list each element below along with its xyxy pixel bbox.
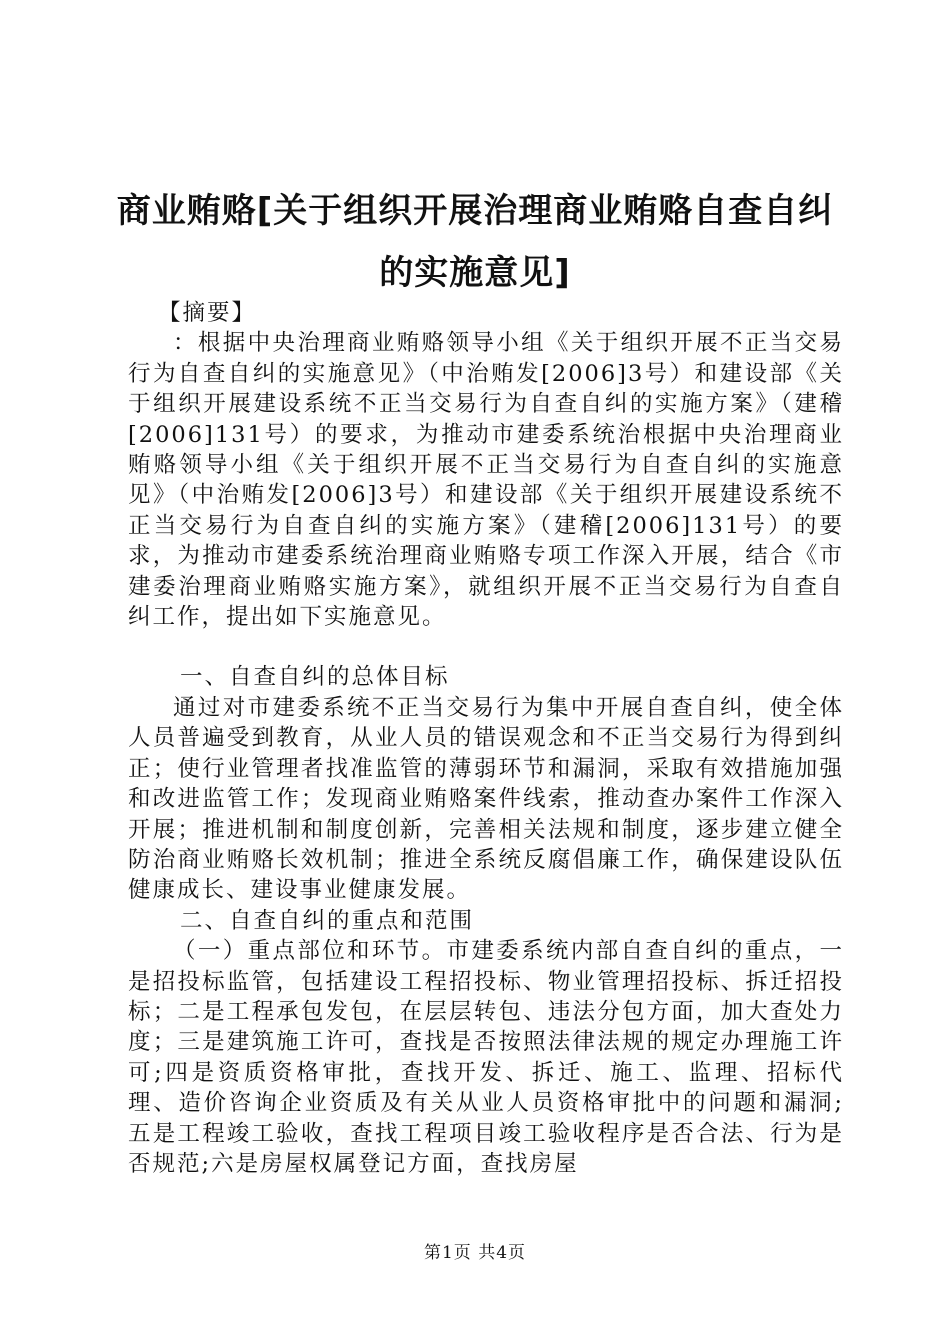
section-1-paragraph: 通过对市建委系统不正当交易行为集中开展自查自纠，使全体人员普遍受到教育，从业人员的错误观念和不正当交易行为得到纠正；使行业管理者找准监管的薄弱环节和漏洞，采取有效措施加强和改进监管工作；发现商业贿赂案件线索，推动查办案件工作深入开展；推进机制和制度创新，完善相关法规和制度，逐步建立健全防治商业贿赂长效机制；推进全系统反腐倡廉工作，确保建设队伍健康成长、建设事业健康发展。 [128, 694, 844, 904]
page-footer: 第1页 共4页 [423, 1243, 527, 1263]
abstract-paragraph: ：根据中央治理商业贿赂领导小组《关于组织开展不正当交易行为自查自纠的实施意见》（中治贿发[2006]3号）和建设部《关于组织开展建设系统不正当交易行为自查自纠的实施方案》（建稽[2006]131号）的要求，为推动市建委系统治根据中央治理商业贿赂领导小组《关于组织开展不正当交易行为自查自纠的实施意见》（中治贿发[2006]3号）和建设部《关于组织开展建设系统不正当交易行为自查自纠的实施方案》（建稽[2006]131号）的要求，为推动市建委系统治理商业贿赂专项工作深入开展，结合《市建委治理商业贿赂实施方案》，就组织开展不正当交易行为自查自纠工作，提出如下实施意见。 [128, 330, 844, 631]
abstract-label: 【摘要】 [158, 300, 257, 326]
paragraph-gap [128, 632, 844, 662]
section-2-paragraph: （一）重点部位和环节。市建委系统内部自查自纠的重点，一是招投标监管，包括建设工程招投标、物业管理招投标、拆迁招投标；二是工程承包发包，在层层转包、违法分包方面，加大查处力度；三是建筑施工许可，查找是否按照法律法规的规定办理施工许可;四是资质资格审批，查找开发、拆迁、施工、监理、招标代理、造价咨询企业资质及有关从业人员资格审批中的问题和漏洞;五是工程竣工验收，查找工程项目竣工验收程序是否合法、行为是否规范;六是房屋权属登记方面，查找房屋 [128, 938, 844, 1177]
section-1-heading: 一、自查自纠的总体目标 [180, 664, 450, 691]
document-title: 商业贿赂[关于组织开展治理商业贿赂自查自纠的实施意见] [116, 191, 834, 293]
document-body [128, 298, 844, 1179]
section-2-heading: 二、自查自纠的重点和范围 [180, 907, 475, 934]
